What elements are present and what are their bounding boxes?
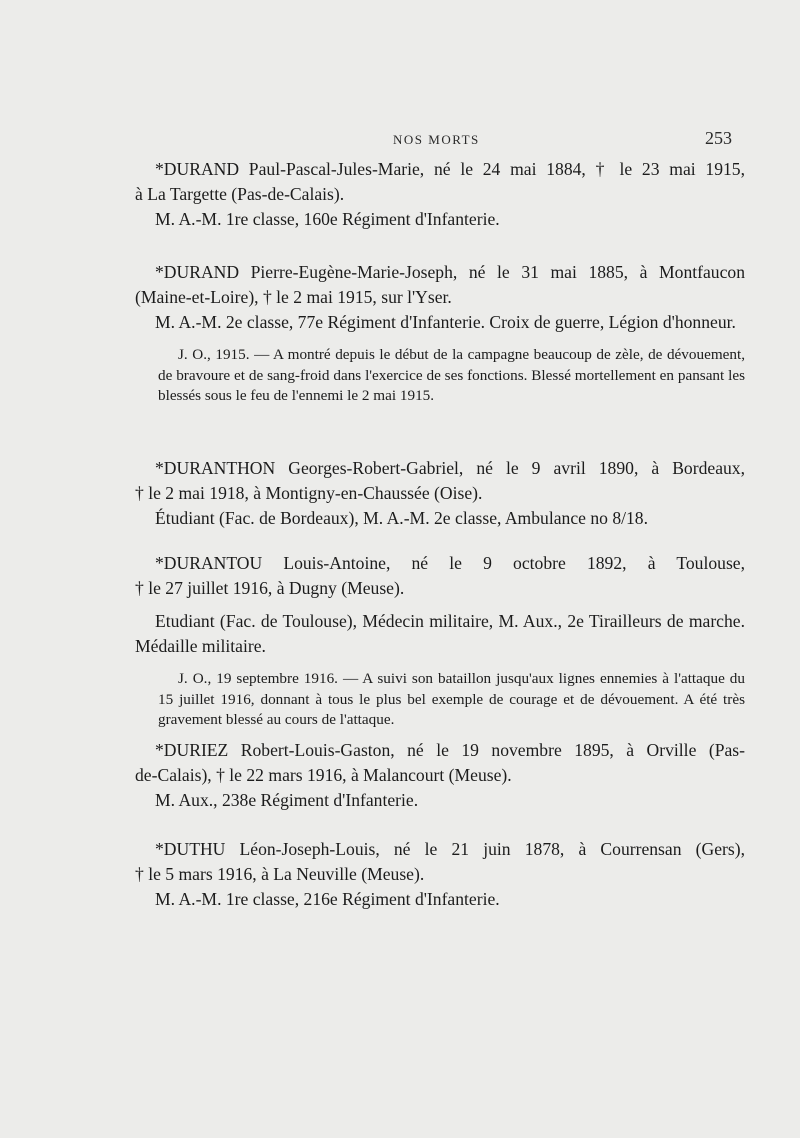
entry-line: *DURIEZ Robert-Louis-Gaston, né le 19 novembre 1895, à Orville (Pas-: [155, 740, 745, 760]
entry-line: † le 5 mars 1916, à La Neuville (Meuse).: [135, 864, 425, 884]
entry-line: † le 27 juillet 1916, à Dugny (Meuse).: [135, 578, 405, 598]
entry-citation: J. O., 19 septembre 1916. — A suivi son bataillon jusqu'aux lignes ennemies à l'attaque du 15 juillet 1916, donnant à tous le plus bel exemple de courage et de dévouement. A été très gravement blessé au cours de l'attaque.: [158, 670, 745, 728]
entry-line: à La Targette (Pas-de-Calais).: [135, 184, 345, 204]
entry-line: *DURAND Pierre-Eugène-Marie-Joseph, né le 31 mai 1885, à Montfaucon: [155, 262, 745, 282]
entry-line: *DURANTOU Louis-Antoine, né le 9 octobre 1892, à Toulouse,: [155, 553, 745, 573]
obituary-entry: [135, 837, 745, 912]
entry-line: de-Calais), † le 22 mars 1916, à Malancourt (Meuse).: [135, 765, 512, 785]
entry-line: (Maine-et-Loire), † le 2 mai 1915, sur l'Yser.: [135, 287, 452, 307]
entry-rank: M. Aux., 238e Régiment d'Infanterie.: [155, 790, 419, 810]
entry-rank: M. A.-M. 2e classe, 77e Régiment d'Infanterie. Croix de guerre, Légion d'honneur.: [155, 312, 736, 332]
obituary-entry: [135, 456, 745, 531]
page-number: 253: [705, 128, 732, 148]
obituary-entry: [135, 260, 745, 407]
entry-line: *DURANTHON Georges-Robert-Gabriel, né le 9 avril 1890, à Bordeaux,: [155, 458, 745, 478]
entry-citation: J. O., 1915. — A montré depuis le début de la campagne beaucoup de zèle, de dévouement, de bravoure et de sang-froid dans l'exercice de ses fonctions. Blessé mortellement en pansant les blessés sous le feu de l'ennemi le 2 mai 1915.: [158, 346, 745, 404]
entry-line: *DURAND Paul-Pascal-Jules-Marie, né le 24 mai 1884, † le 23 mai 1915,: [155, 159, 745, 179]
entry-rank: M. A.-M. 1re classe, 160e Régiment d'Infanterie.: [155, 209, 500, 229]
entry-line: *DUTHU Léon-Joseph-Louis, né le 21 juin 1878, à Courrensan (Gers),: [155, 839, 745, 859]
obituary-entry: [135, 551, 745, 731]
obituary-entry: [135, 157, 745, 232]
entry-rank: Étudiant (Fac. de Bordeaux), M. A.-M. 2e classe, Ambulance no 8/18.: [155, 508, 649, 528]
page-header: [0, 130, 800, 152]
entry-rank: M. A.-M. 1re classe, 216e Régiment d'Infanterie.: [155, 889, 500, 909]
running-title: NOS MORTS: [393, 132, 480, 147]
entry-line: † le 2 mai 1918, à Montigny-en-Chaussée (Oise).: [135, 483, 483, 503]
entry-rank: Etudiant (Fac. de Toulouse), Médecin militaire, M. Aux., 2e Tirailleurs de marche. Médaille militaire.: [135, 611, 745, 656]
obituary-entry: [135, 738, 745, 813]
